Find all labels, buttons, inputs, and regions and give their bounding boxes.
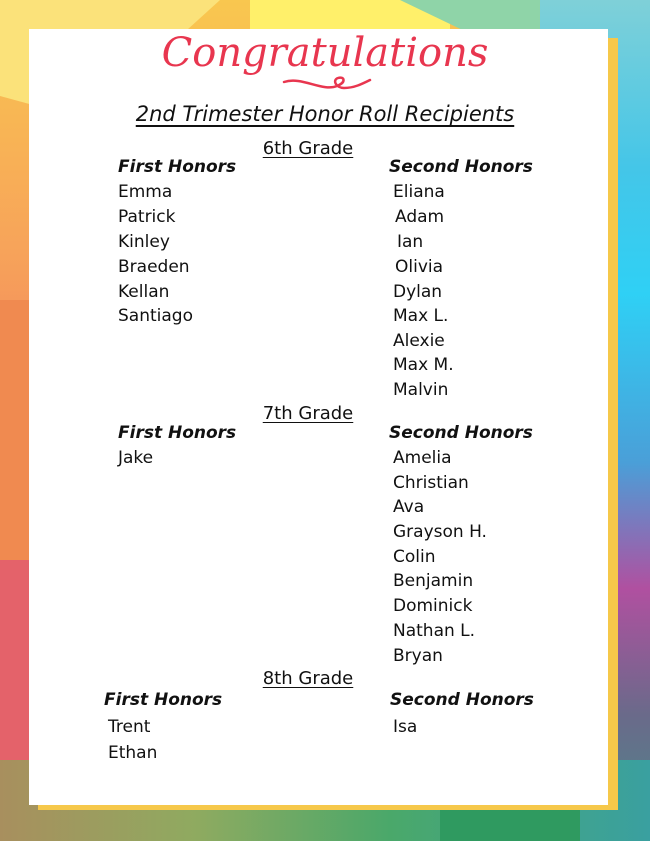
list-item: Jake [118, 448, 154, 468]
list-item: Trent [108, 717, 151, 737]
page-subtitle: 2nd Trimester Honor Roll Recipients [135, 102, 515, 126]
list-item: Christian [393, 473, 469, 493]
list-item: Kinley [118, 232, 170, 252]
second-honors-heading: Second Honors [390, 690, 534, 710]
first-honors-heading: First Honors [118, 157, 237, 177]
grade-heading-8: 8th Grade [262, 668, 354, 689]
list-item: Dylan [393, 282, 443, 302]
page-title: Congratulations [161, 30, 489, 76]
list-item: Dominick [393, 596, 473, 616]
list-item: Isa [393, 717, 418, 737]
grade-heading-7: 7th Grade [262, 403, 354, 424]
second-honors-heading: Second Honors [389, 423, 533, 443]
first-honors-heading: First Honors [104, 690, 223, 710]
list-item: Nathan L. [393, 621, 476, 641]
list-item: Santiago [118, 306, 193, 326]
list-item: Braeden [118, 257, 190, 277]
swirl-ornament [282, 74, 372, 96]
list-item: Amelia [393, 448, 452, 468]
first-honors-heading: First Honors [118, 423, 237, 443]
list-item: Kellan [118, 282, 170, 302]
list-item: Patrick [118, 207, 176, 227]
list-item: Max L. [393, 306, 449, 326]
list-item: Eliana [393, 182, 445, 202]
list-item: Max M. [393, 355, 454, 375]
list-item: Emma [118, 182, 173, 202]
list-item: Ava [393, 497, 425, 517]
grade-heading-6: 6th Grade [262, 138, 354, 159]
list-item: Malvin [393, 380, 449, 400]
list-item: Grayson H. [393, 522, 487, 542]
list-item: Adam [395, 207, 445, 227]
list-item: Benjamin [393, 571, 474, 591]
list-item: Alexie [393, 331, 445, 351]
second-honors-heading: Second Honors [389, 157, 533, 177]
list-item: Ethan [108, 743, 158, 763]
list-item: Colin [393, 547, 436, 567]
list-item: Olivia [395, 257, 444, 277]
list-item: Bryan [393, 646, 443, 666]
list-item: Ian [397, 232, 424, 252]
